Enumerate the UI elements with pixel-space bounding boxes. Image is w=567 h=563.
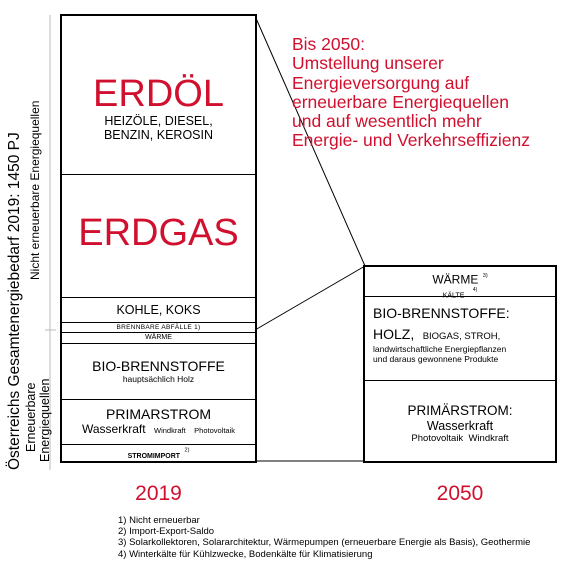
bio-2050-line1: landwirtschaftliche Energiepflanzen — [373, 344, 507, 354]
goal-line-3: Energieversorgung auf — [292, 72, 470, 93]
goal-line-6: Energie- und Verkehrseffizienz — [292, 130, 531, 151]
stromimport-note: 2) — [184, 447, 190, 454]
segment-kohle — [62, 298, 255, 323]
goal-line-1: Bis 2050: — [292, 34, 365, 54]
renewable-label-1: Erneuerbare — [24, 382, 38, 452]
footnote-1: 1) Nicht erneuerbar — [118, 515, 200, 526]
segment-waerme-2050 — [365, 267, 555, 300]
footnote-2: 2) Import-Export-Saldo — [118, 526, 215, 538]
waerme-2050-title: WÄRME — [432, 272, 479, 287]
primaerstrom-2019-main: Wasserkraft — [81, 422, 146, 436]
bar-2050 — [363, 265, 557, 463]
segment-stromimport — [62, 445, 255, 461]
kohle-title: KOHLE, KOKS — [116, 303, 201, 317]
erdoel-sub-2: BENZIN, KEROSIN — [103, 128, 214, 142]
holz-2050: HOLZ, — [373, 326, 415, 342]
footnote-4: 4) Winterkälte für Kühlzwecke, Bodenkälte für Klimatisierung — [118, 548, 373, 560]
goal-text — [292, 35, 530, 151]
abfaelle-title: BRENNBARE ABFÄLLE 1) — [116, 324, 201, 331]
erdoel-sub-1: HEIZÖLE, DIESEL, — [104, 114, 213, 128]
footnotes — [118, 515, 530, 560]
kaelte-2050: KÄLTE — [442, 292, 465, 300]
holz-extra-2050: BIOGAS, STROH, — [422, 331, 501, 342]
kaelte-2050-note: 4) — [472, 287, 478, 294]
renewable-label-2: Energiequellen — [38, 378, 52, 462]
erdoel-title: ERDÖL — [93, 73, 224, 115]
goal-line-5: und auf wesentlich mehr — [292, 111, 482, 132]
footnote-3: 3) Solarkollektoren, Solararchitektur, Wärmepumpen (erneuerbare Energie als Basis), Geothermie — [118, 537, 531, 549]
segment-waerme-2019 — [62, 333, 255, 344]
primaerstrom-2019-extra1: Windkraft — [154, 426, 186, 435]
bar-2019 — [60, 14, 257, 463]
bio-2050-line2: und daraus gewonnene Produkte — [373, 354, 499, 364]
segment-abfaelle — [62, 323, 255, 333]
segment-erdoel — [62, 16, 255, 175]
bio-2019-sub: hauptsächlich Holz — [122, 374, 195, 384]
primaerstrom-2050-extra: Photovoltaik Windkraft — [411, 433, 509, 444]
segment-erdgas — [62, 175, 255, 298]
connector-middle — [255, 266, 365, 330]
primaerstrom-2019-extra2: Photovoltaik — [194, 426, 235, 435]
waerme-2019-title: WÄRME — [145, 334, 172, 341]
bio-2019-title: BIO-BRENNSTOFFE — [92, 358, 225, 374]
primaerstrom-2050-title: PRIMÄRSTROM: — [407, 403, 513, 418]
waerme-2050-note: 3) — [482, 273, 488, 279]
segment-bio-2050 — [365, 297, 555, 381]
primaerstrom-2050-main: Wasserkraft — [426, 419, 494, 433]
total-demand-label: Österreichs Gesamtenergiebedarf 2019: 1450 PJ — [6, 132, 23, 470]
year-2050: 2050 — [436, 482, 484, 505]
primaerstrom-2019-title: PRIMARSTROM — [106, 406, 211, 422]
goal-line-2: Umstellung unserer — [292, 53, 444, 74]
non-renewable-label: Nicht erneuerbare Energiequellen — [28, 100, 42, 280]
year-2019: 2019 — [135, 482, 182, 505]
goal-line-4: erneuerbare Energiequellen — [292, 91, 509, 112]
segment-bio-2019 — [62, 344, 255, 400]
segment-primaerstrom-2050 — [365, 381, 555, 461]
erdgas-title: ERDGAS — [78, 212, 239, 254]
segment-primaerstrom-2019 — [62, 400, 255, 445]
stromimport-title: STROMIMPORT — [127, 453, 181, 460]
bio-2050-title: BIO-BRENNSTOFFE: — [373, 305, 510, 321]
